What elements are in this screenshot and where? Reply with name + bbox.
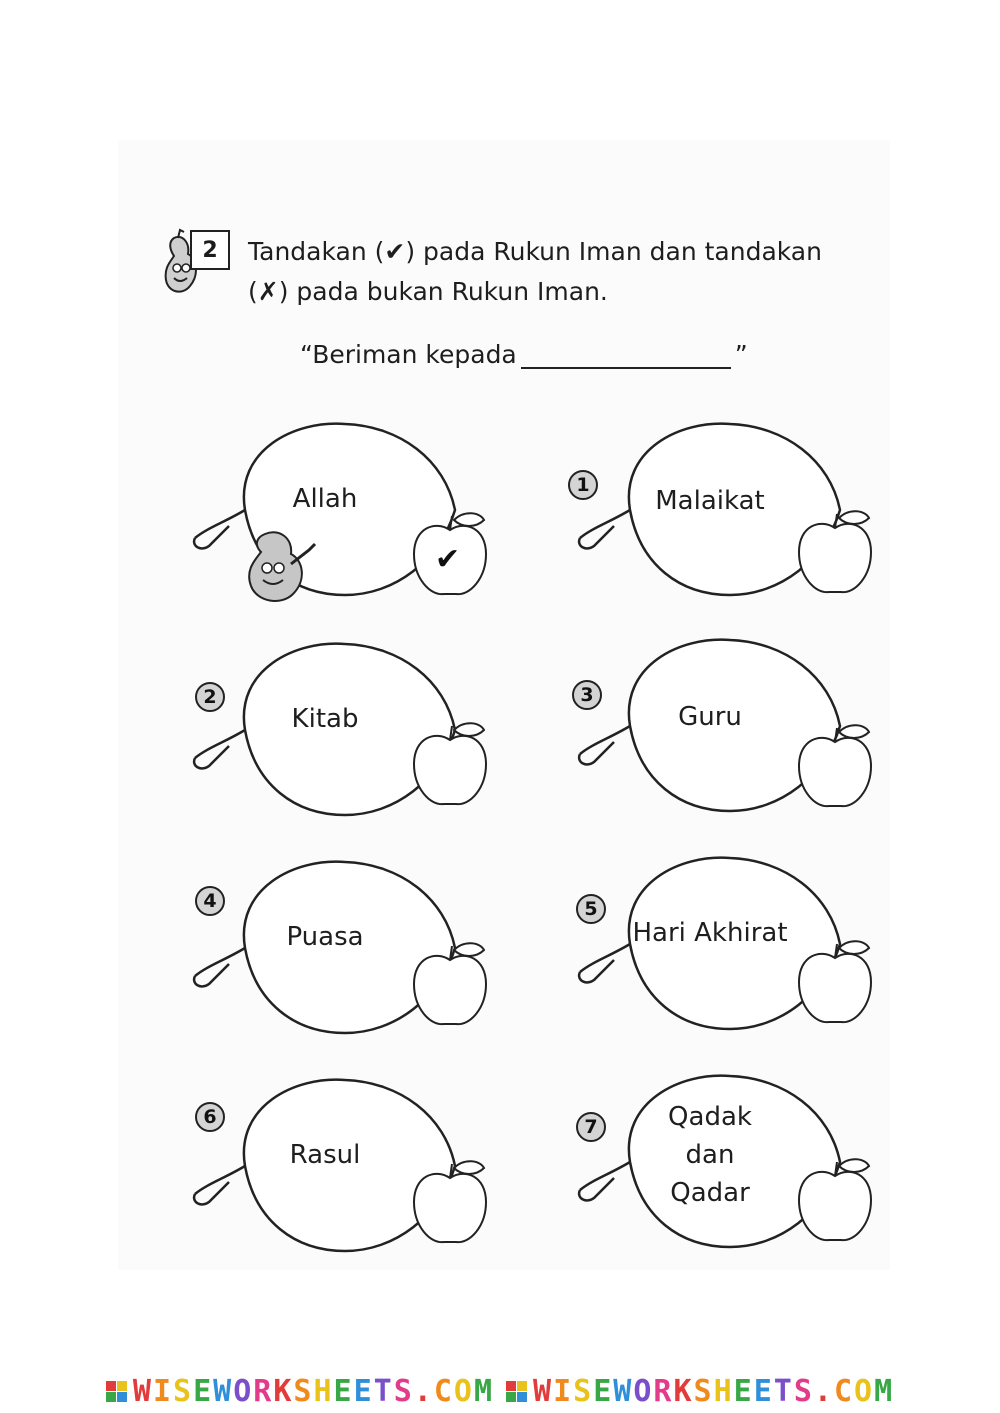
watermark: [106, 1374, 494, 1409]
item-label: [610, 1098, 810, 1212]
leaf-item-allah: [185, 410, 505, 610]
watermark-letter: W: [613, 1374, 634, 1409]
watermark-letter: S: [573, 1374, 594, 1409]
watermark-letter: K: [273, 1374, 294, 1409]
watermark-letter: O: [233, 1374, 254, 1409]
question-heading: [160, 228, 880, 308]
item-label: Allah: [292, 484, 358, 514]
item-label: Hari Akhirat: [632, 918, 788, 948]
watermark-letter: T: [373, 1374, 394, 1409]
leaf-item-hari-akhirat: [570, 844, 890, 1044]
apple-answer-box-icon[interactable]: [795, 722, 875, 812]
watermark-letter: W: [533, 1374, 554, 1409]
prompt-sentence: [300, 340, 780, 380]
prompt-close-quote: ”: [734, 340, 748, 369]
watermark-letter: H: [313, 1374, 334, 1409]
watermark-letter: E: [333, 1374, 354, 1409]
answer-mark: ✔: [435, 542, 461, 577]
watermark-letter: R: [253, 1374, 274, 1409]
apple-answer-box-icon[interactable]: [795, 508, 875, 598]
watermark-letter: O: [633, 1374, 654, 1409]
apple-answer-box-icon[interactable]: [795, 1156, 875, 1246]
item-label: Puasa: [286, 922, 364, 952]
item-label: Guru: [678, 702, 742, 732]
watermark-letter: I: [152, 1374, 173, 1409]
prompt-open-quote: “: [300, 340, 313, 369]
watermark-letter: E: [193, 1374, 214, 1409]
item-number-badge: 2: [195, 682, 225, 712]
leaf-item-qadak-dan-qadar: [570, 1062, 890, 1262]
watermark-letter: E: [593, 1374, 614, 1409]
apple-answer-box-icon[interactable]: [410, 940, 490, 1030]
leaf-item-kitab: [185, 630, 505, 830]
prompt-text: Beriman kepada: [312, 340, 517, 369]
item-number-badge: 7: [576, 1112, 606, 1142]
watermark-letter: E: [733, 1374, 754, 1409]
watermark-letter: C: [833, 1374, 854, 1409]
question-number: 2: [190, 230, 230, 270]
leaf-item-malaikat: [570, 410, 890, 610]
watermark-letter: M: [473, 1374, 494, 1409]
watermark: [506, 1374, 894, 1409]
item-label-line: Qadar: [670, 1178, 750, 1208]
item-label-line: Qadak: [668, 1102, 752, 1132]
watermark-letter: O: [854, 1374, 875, 1409]
watermark-letter: .: [413, 1374, 434, 1409]
watermark-letter: K: [673, 1374, 694, 1409]
item-label: Rasul: [289, 1140, 361, 1170]
watermark-letter: T: [773, 1374, 794, 1409]
wiseworksheets-logo-icon: [506, 1381, 527, 1402]
leaf-item-rasul: [185, 1066, 505, 1266]
item-label-line: dan: [685, 1140, 735, 1170]
item-number-badge: 3: [572, 680, 602, 710]
leaf-item-guru: [570, 626, 890, 826]
watermark-letter: W: [132, 1374, 153, 1409]
apple-answer-box-icon[interactable]: [795, 938, 875, 1028]
apple-answer-box-icon[interactable]: [410, 1158, 490, 1248]
instruction-text: [248, 232, 888, 312]
watermark-letter: M: [874, 1374, 895, 1409]
watermark-letter: S: [693, 1374, 714, 1409]
chili-mascot-icon: [235, 520, 325, 610]
watermark-letter: .: [813, 1374, 834, 1409]
item-number-badge: 4: [195, 886, 225, 916]
watermark-letter: R: [653, 1374, 674, 1409]
watermark-letter: I: [553, 1374, 574, 1409]
watermark-letter: S: [793, 1374, 814, 1409]
watermark-letter: S: [393, 1374, 414, 1409]
watermark-letter: H: [713, 1374, 734, 1409]
instruction-line-2: (✗) pada bukan Rukun Iman.: [248, 277, 608, 306]
item-number-badge: 1: [568, 470, 598, 500]
wiseworksheets-logo-icon: [106, 1381, 127, 1402]
item-label: Malaikat: [655, 486, 765, 516]
watermark-text: [133, 1374, 494, 1409]
answer-blank-line[interactable]: [521, 341, 731, 369]
watermark-letter: S: [293, 1374, 314, 1409]
apple-answer-box-icon[interactable]: [410, 720, 490, 810]
watermark-letter: O: [453, 1374, 474, 1409]
footer-watermark: [0, 1370, 1000, 1413]
instruction-line-1: Tandakan (✔) pada Rukun Iman dan tandakan: [248, 237, 822, 266]
watermark-letter: E: [753, 1374, 774, 1409]
watermark-letter: E: [353, 1374, 374, 1409]
watermark-text: [533, 1374, 894, 1409]
leaf-item-puasa: [185, 848, 505, 1048]
item-number-badge: 6: [195, 1102, 225, 1132]
item-label: Kitab: [291, 704, 359, 734]
watermark-letter: S: [173, 1374, 194, 1409]
watermark-letter: W: [213, 1374, 234, 1409]
item-number-badge: 5: [576, 894, 606, 924]
watermark-letter: C: [433, 1374, 454, 1409]
